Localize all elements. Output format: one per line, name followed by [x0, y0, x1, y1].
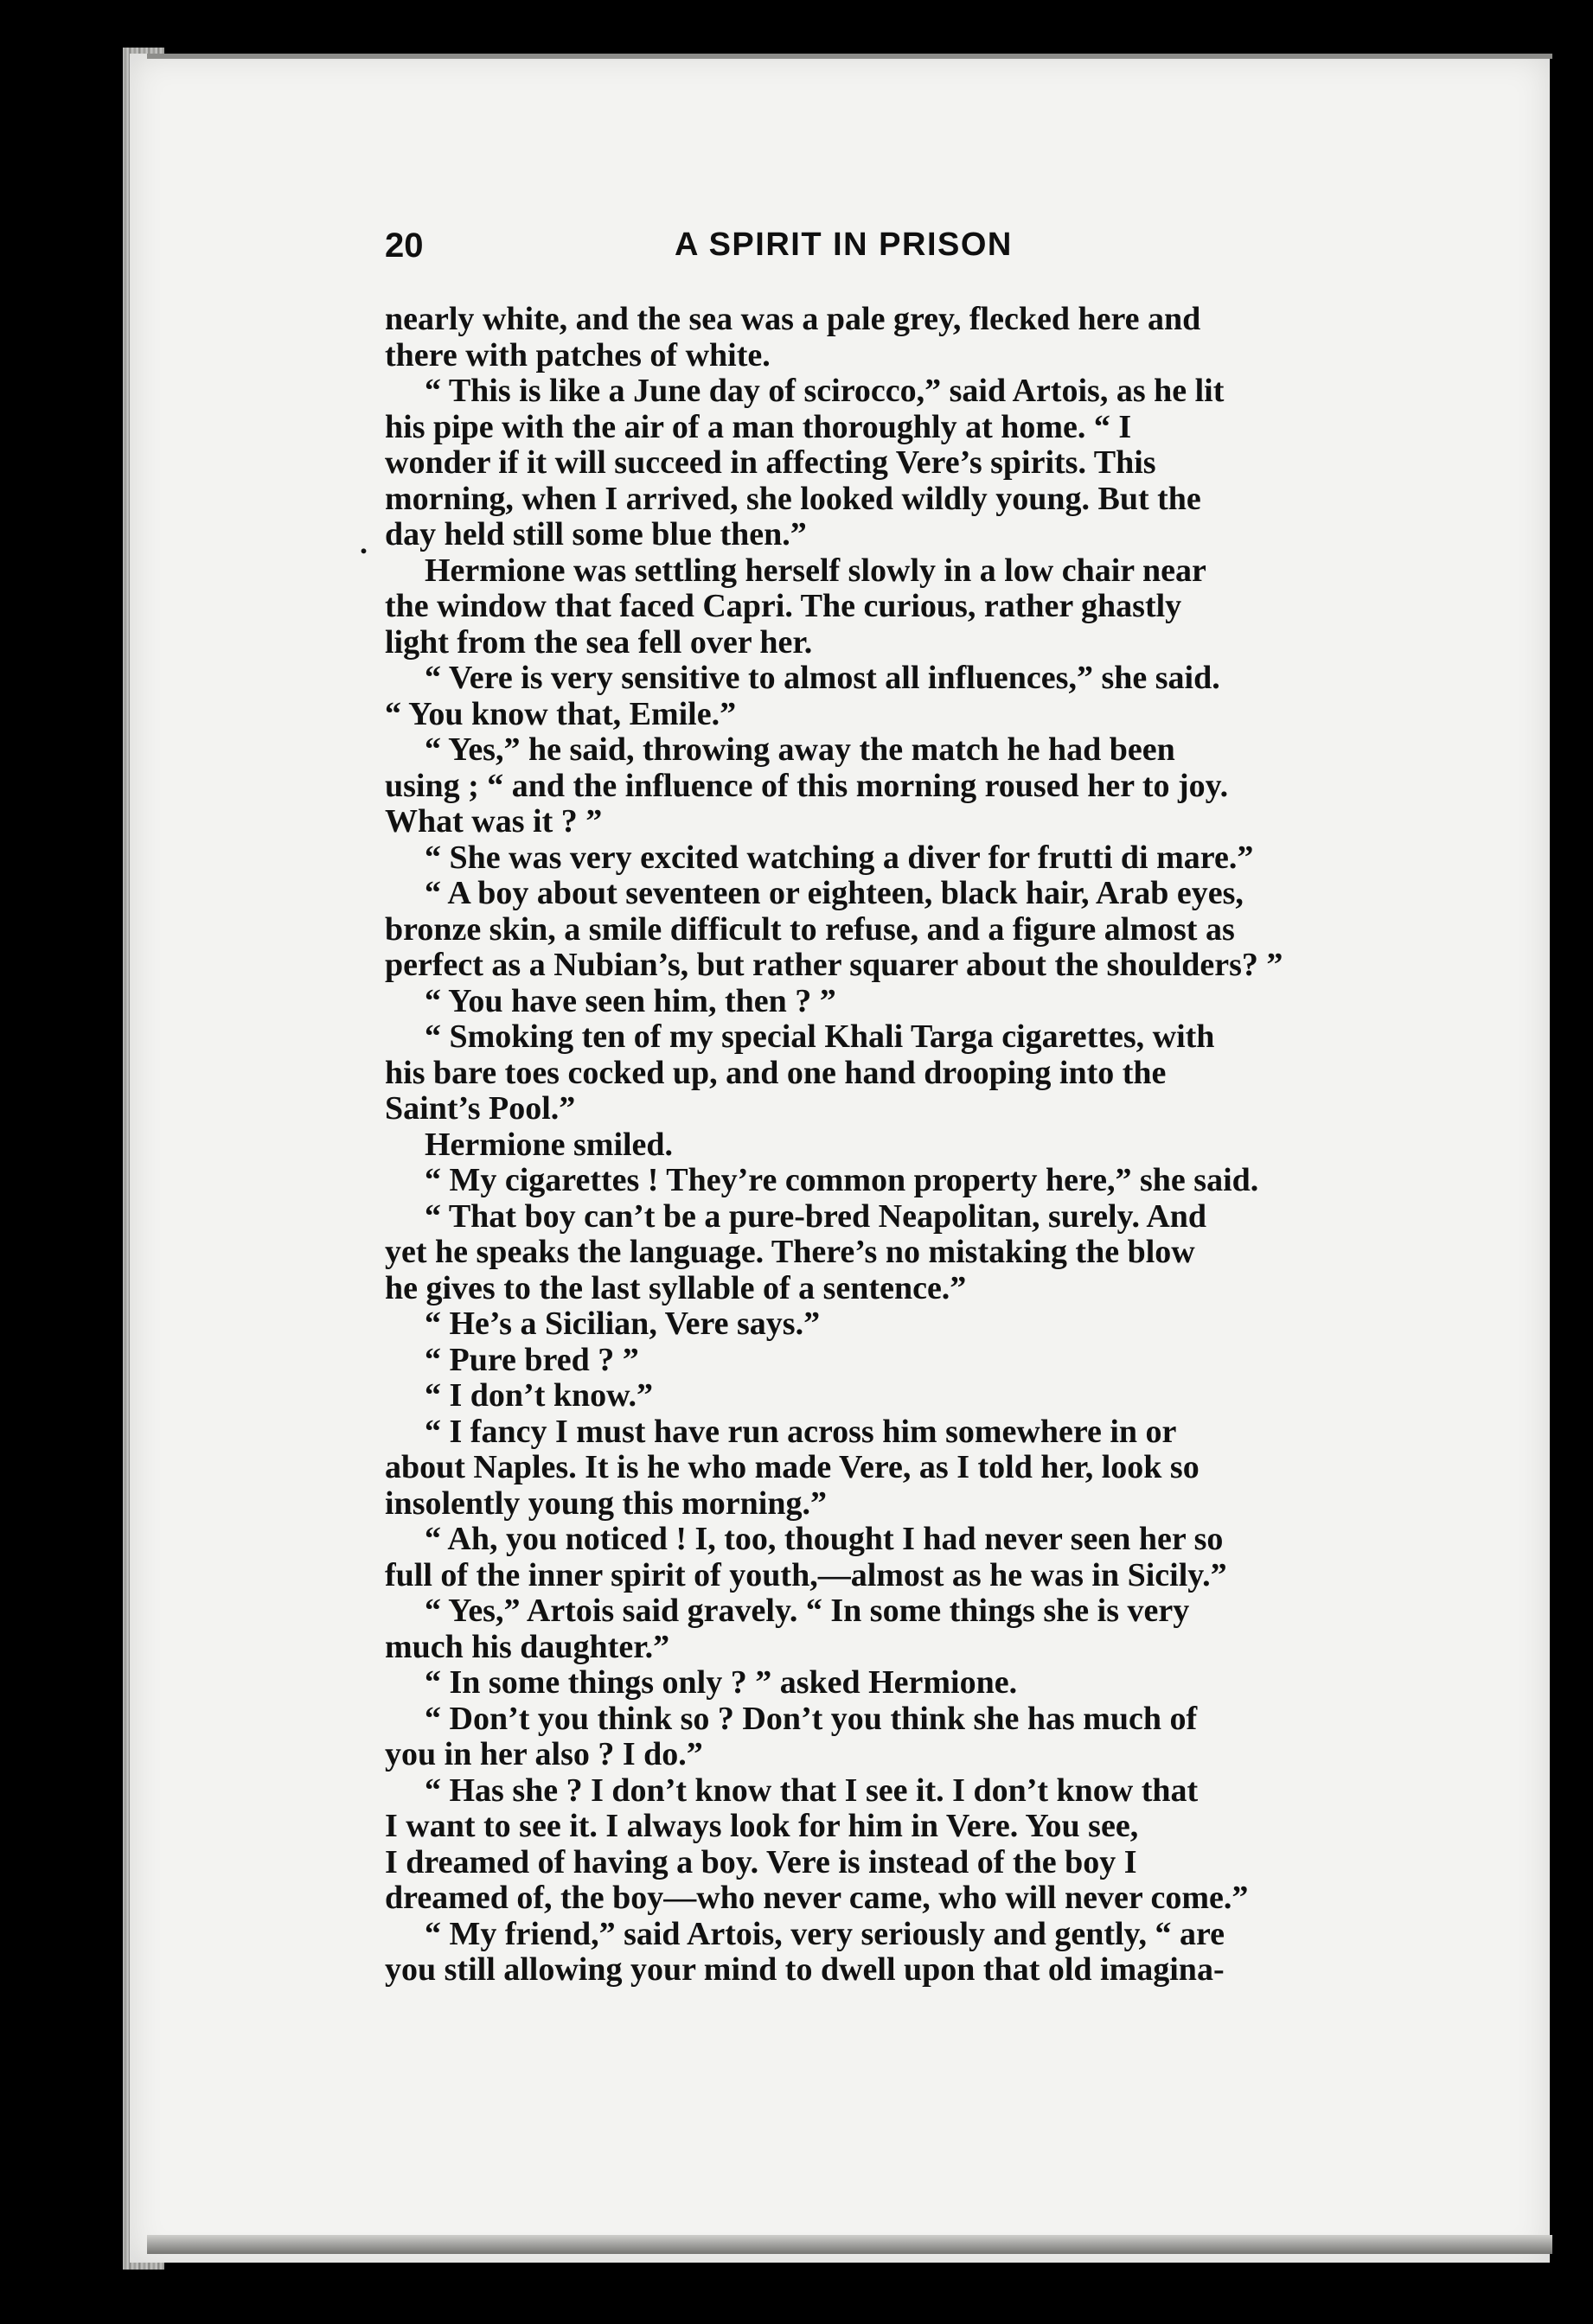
text-line: wonder if it will succeed in affecting Vere’s spirits. This: [385, 444, 1156, 481]
text-line: What was it ? ”: [385, 803, 603, 840]
page-number: 20: [385, 227, 424, 265]
text-line: “ She was very excited watching a diver for frutti di mare.”: [425, 839, 1254, 876]
text-line: about Naples. It is he who made Vere, as I told her, look so: [385, 1449, 1200, 1485]
text-line: I dreamed of having a boy. Vere is instead of the boy I: [385, 1843, 1137, 1880]
text-line: “ I don’t know.”: [425, 1377, 653, 1414]
text-line: his pipe with the air of a man thoroughly at home. “ I: [385, 408, 1132, 445]
text-line: “ Yes,” Artois said gravely. “ In some things she is very: [425, 1593, 1190, 1629]
text-line: day held still some blue then.”: [385, 516, 807, 552]
text-line: using ; “ and the influence of this morning roused her to joy.: [385, 767, 1229, 804]
text-line: full of the inner spirit of youth,—almost as he was in Sicily.”: [385, 1556, 1227, 1593]
running-title: A SPIRIT IN PRISON: [675, 227, 1013, 263]
text-line: “ That boy can’t be a pure-bred Neapolitan, surely. And: [425, 1197, 1207, 1235]
text-line: you in her also ? I do.”: [385, 1736, 703, 1772]
text-line: “ This is like a June day of scirocco,” said Artois, as he lit: [425, 373, 1225, 409]
margin-dot: .: [360, 526, 368, 560]
text-line: there with patches of white.: [385, 336, 771, 374]
text-line: dreamed of, the boy—who never came, who will never come.”: [385, 1880, 1249, 1916]
text-line: “ You have seen him, then ? ”: [425, 982, 836, 1019]
text-line: bronze skin, a smile difficult to refuse, and a figure almost as: [385, 910, 1235, 948]
text-line: I want to see it. I always look for him in Vere. You see,: [385, 1808, 1139, 1844]
text-line: Hermione smiled.: [425, 1126, 674, 1163]
text-line: “ Vere is very sensitive to almost all influences,” she said.: [425, 660, 1220, 696]
text-line: Hermione was settling herself slowly in a low chair near: [425, 552, 1206, 589]
text-line: insolently young this morning.”: [385, 1484, 827, 1522]
text-line: “ Pure bred ? ”: [425, 1341, 639, 1378]
text-line: morning, when I arrived, she looked wildly young. But the: [385, 480, 1201, 517]
text-line: “ My cigarettes ! They’re common property here,” she said.: [425, 1162, 1259, 1198]
page-bottom-edge: [147, 2235, 1552, 2254]
text-line: Saint’s Pool.”: [385, 1090, 576, 1127]
text-line: he gives to the last syllable of a sentence.”: [385, 1269, 967, 1306]
text-line: you still allowing your mind to dwell upon that old imagina-: [385, 1951, 1225, 1988]
text-line: light from the sea fell over her.: [385, 623, 813, 661]
text-line: “ A boy about seventeen or eighteen, black hair, Arab eyes,: [425, 875, 1244, 911]
text-line: “ In some things only ? ” asked Hermione.: [425, 1664, 1018, 1701]
text-line: the window that faced Capri. The curious, rather ghastly: [385, 588, 1182, 624]
text-line: “ My friend,” said Artois, very seriously and gently, “ are: [425, 1915, 1225, 1952]
text-line: “ Don’t you think so ? Don’t you think she has much of: [425, 1700, 1198, 1737]
text-line: “ You know that, Emile.”: [385, 695, 737, 732]
text-line: “ Has she ? I don’t know that I see it. I don’t know that: [425, 1772, 1199, 1809]
text-line: “ Smoking ten of my special Khali Targa cigarettes, with: [425, 1018, 1215, 1055]
text-line: “ Yes,” he said, throwing away the match he had been: [425, 731, 1175, 768]
text-line: perfect as a Nubian’s, but rather squarer about the shoulders? ”: [385, 947, 1283, 983]
text-line: nearly white, and the sea was a pale grey, flecked here and: [385, 301, 1201, 337]
text-line: much his daughter.”: [385, 1628, 670, 1665]
text-line: “ I fancy I must have run across him somewhere in or: [425, 1413, 1177, 1450]
text-line: “ Ah, you noticed ! I, too, thought I had never seen her so: [425, 1521, 1224, 1557]
body-text: [385, 302, 1401, 1989]
page-header: [385, 227, 1120, 278]
text-line: “ He’s a Sicilian, Vere says.”: [425, 1306, 821, 1342]
text-line: his bare toes cocked up, and one hand drooping into the: [385, 1054, 1167, 1091]
text-line: yet he speaks the language. There’s no mistaking the blow: [385, 1234, 1195, 1270]
page-top-edge: [147, 54, 1552, 59]
